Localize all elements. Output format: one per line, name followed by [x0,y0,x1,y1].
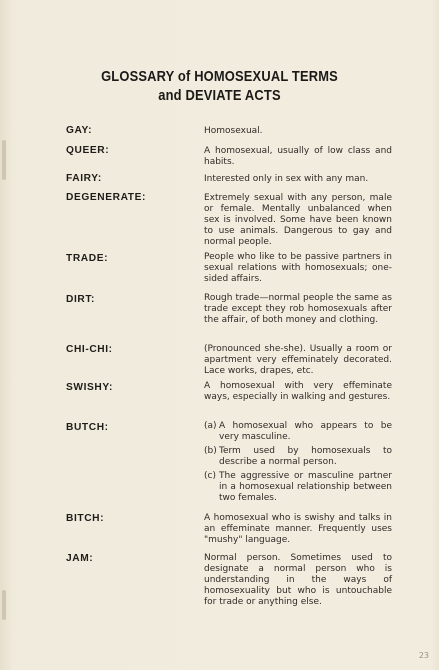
binding-mark [2,590,6,620]
glossary-definition: Homosexual. [204,126,263,136]
glossary-definition-list [204,421,392,507]
sub-label: (a) [204,421,217,431]
binding-mark [2,140,6,180]
glossary-definition: Normal person. Sometimes used to designate a normal person who is understanding in the ways of homosexuality but who is untouchable for trade or anything else. [204,553,392,607]
glossary-definition: A homosexual with very effeminate ways, especially in walking and gestures. [204,381,392,402]
page-number: 23 [418,651,429,660]
glossary-term: TRADE: [66,253,109,264]
glossary-term: DIRT: [66,294,96,305]
glossary-term: CHI-CHI: [66,344,113,355]
glossary-term: GAY: [66,125,93,136]
glossary-definition: Extremely sexual with any person, male or female. Mentally unbalanced when sex is involved. Some have been known to use animals. Dangerous to gay and normal people. [204,193,392,247]
sub-text: A homosexual who appears to be very masculine. [219,421,392,442]
glossary-definition: (Pronounced she-she). Usually a room or apartment very effeminately decorated. Lace works, drapes, etc. [204,344,392,376]
sub-text: The aggressive or masculine partner in a homosexual relationship between two females. [219,471,392,503]
sub-definition [204,471,392,504]
glossary-term: SWISHY: [66,382,114,393]
glossary-definition: A homosexual who is swishy and talks in an effeminate manner. Frequently uses "mushy" language. [204,513,392,545]
page-title-line-1: GLOSSARY of HOMOSEXUAL TERMS [101,68,338,85]
glossary-definition: A homosexual, usually of low class and habits. [204,146,392,167]
sub-text: Term used by homosexuals to describe a normal person. [219,446,392,467]
glossary-definition: Interested only in sex with any man. [204,174,369,184]
glossary-definition: Rough trade—normal people the same as trade except they rob homosexuals after the affair, of both money and clothing. [204,293,392,325]
glossary-term: BUTCH: [66,422,109,433]
page-title-line-2: and DEVIATE ACTS [158,87,281,104]
glossary-term: DEGENERATE: [66,192,146,203]
glossary-definition: People who like to be passive partners in sexual relations with homosexuals; one-sided affairs. [204,252,392,284]
glossary-term: QUEER: [66,145,110,156]
sub-definition [204,421,392,443]
sub-label: (c) [204,471,216,481]
glossary-term: BITCH: [66,513,105,524]
sub-label: (b) [204,446,217,456]
sub-definition [204,446,392,468]
glossary-term: FAIRY: [66,173,102,184]
glossary-term: JAM: [66,553,94,564]
